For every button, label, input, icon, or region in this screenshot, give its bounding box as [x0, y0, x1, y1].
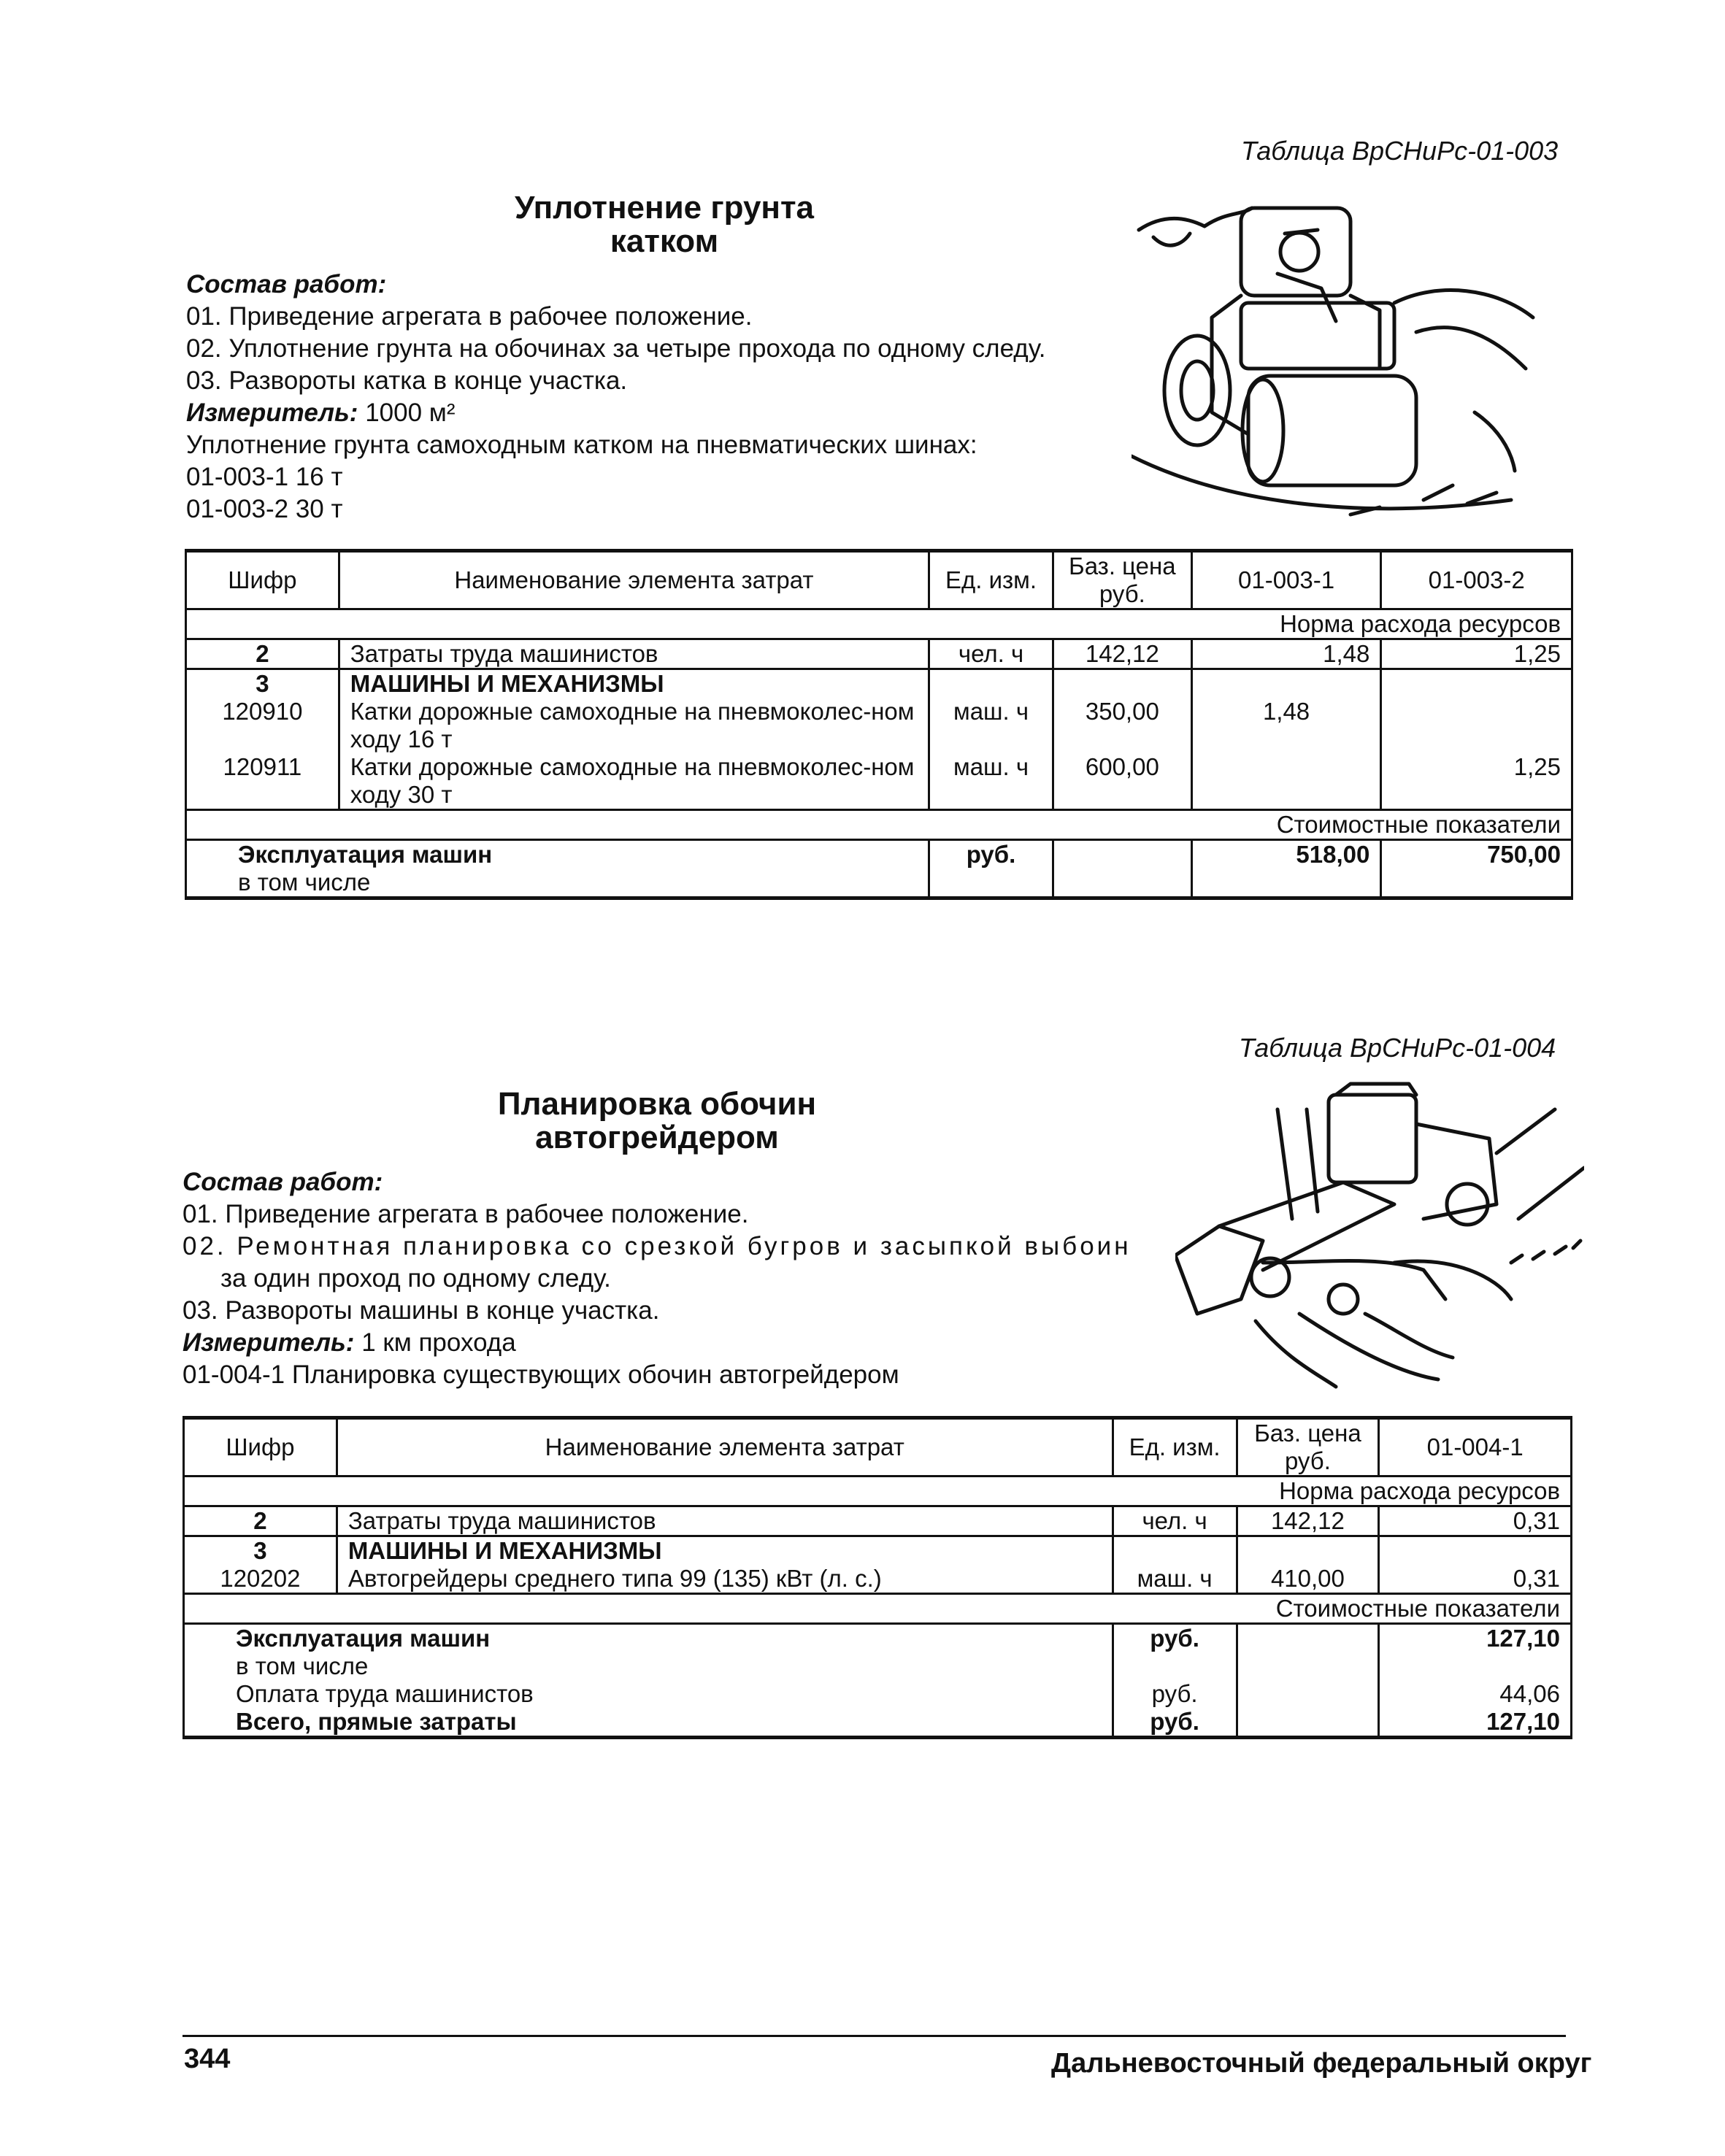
meter-label: Измеритель:	[186, 399, 358, 427]
row-value-1: 1,48	[1191, 639, 1381, 669]
work-description: Уплотнение грунта самоходным катком на пневматических шинах:	[186, 431, 977, 459]
row-code: 120910	[186, 698, 339, 753]
cost-price-empty	[1053, 840, 1191, 869]
cost-name: в том числе	[186, 869, 929, 896]
cost-value-1: 518,00	[1191, 840, 1381, 869]
header-price: Баз. цена руб.	[1053, 551, 1191, 609]
footer-rule	[183, 2035, 1566, 2037]
row-price	[1053, 669, 1191, 698]
row-price	[1237, 1536, 1379, 1566]
work-step: 03. Развороты машины в конце участка.	[183, 1296, 660, 1325]
composition-block-01-004	[183, 1166, 1153, 1391]
cost-name: Всего, прямые затраты	[184, 1708, 1113, 1738]
cost-row	[186, 869, 1572, 896]
cost-price-empty	[1237, 1624, 1379, 1653]
row-price: 350,00	[1053, 698, 1191, 753]
work-step: 03. Развороты катка в конце участка.	[186, 366, 628, 395]
header-col-01-004-1: 01-004-1	[1379, 1418, 1572, 1477]
row-code: 3	[186, 669, 339, 698]
cost-value-2	[1381, 896, 1572, 898]
motor-grader-illustration	[1175, 1080, 1584, 1394]
cost-price-empty	[1237, 1708, 1379, 1738]
work-description: 01-004-1 Планировка существующих обочин автогрейдером	[183, 1360, 899, 1389]
norm-heading: Норма расхода ресурсов	[184, 1477, 1572, 1506]
variant-line: 01-003-1 16 т	[186, 463, 343, 491]
cost-unit	[929, 896, 1053, 898]
table-row	[184, 1565, 1572, 1594]
cost-value-1	[1191, 869, 1381, 896]
row-code: 120202	[184, 1565, 337, 1594]
cost-row	[186, 840, 1572, 869]
row-price: 410,00	[1237, 1565, 1379, 1594]
work-step: 02. Ремонтная планировка со срезкой бугров и засыпкой выбоин	[183, 1232, 1132, 1260]
work-step-continuation: за один проход по одному следу.	[220, 1264, 611, 1293]
meter-line	[183, 1327, 1153, 1359]
work-step: 01. Приведение агрегата в рабочее положение.	[183, 1200, 749, 1228]
cost-name: Оплата труда машинистов	[184, 1680, 1113, 1708]
composition-heading: Состав работ:	[186, 270, 387, 299]
row-unit: маш. ч	[1113, 1565, 1237, 1594]
meter-label: Измеритель:	[183, 1328, 355, 1357]
cost-heading: Стоимостные показатели	[186, 810, 1572, 840]
norm-heading: Норма расхода ресурсов	[186, 609, 1572, 639]
header-col-01-003-2: 01-003-2	[1381, 551, 1572, 609]
cost-value-1: 127,10	[1379, 1624, 1572, 1653]
row-price: 600,00	[1053, 753, 1191, 810]
row-unit: чел. ч	[929, 639, 1053, 669]
cost-price-empty	[1237, 1652, 1379, 1680]
cost-value-1: 44,06	[1379, 1680, 1572, 1708]
row-unit	[1113, 1536, 1237, 1566]
row-price: 142,12	[1053, 639, 1191, 669]
composition-block-01-003	[186, 269, 1208, 525]
title-line-1: Уплотнение грунта	[514, 190, 815, 226]
row-price: 142,12	[1237, 1506, 1379, 1536]
cost-row	[184, 1624, 1572, 1653]
row-value-2: 1,25	[1381, 639, 1572, 669]
cost-row	[184, 1708, 1572, 1738]
row-value-1	[1379, 1536, 1572, 1566]
meter-value: 1 км прохода	[361, 1328, 516, 1357]
row-name: Автогрейдеры среднего типа 99 (135) кВт (л. с.)	[337, 1565, 1113, 1594]
title-line-1: Планировка обочин	[497, 1086, 817, 1122]
cost-value-1	[1379, 1652, 1572, 1680]
header-price: Баз. цена руб.	[1237, 1418, 1379, 1477]
row-value-1	[1191, 753, 1381, 810]
row-code: 120911	[186, 753, 339, 810]
row-value-2	[1381, 669, 1572, 698]
cost-unit: руб.	[1113, 1708, 1237, 1738]
row-code: 2	[186, 639, 339, 669]
row-name: Катки дорожные самоходные на пневмоколес-ном ходу 30 т	[339, 753, 929, 810]
work-step: 01. Приведение агрегата в рабочее положение.	[186, 302, 753, 331]
row-value-2: 1,25	[1381, 753, 1572, 810]
cost-row	[184, 1652, 1572, 1680]
table-label-01-003: Таблица ВрСНиРс-01-003	[1241, 136, 1559, 166]
cost-unit: руб.	[929, 840, 1053, 869]
cost-row	[186, 896, 1572, 898]
cost-value-1: 127,10	[1379, 1708, 1572, 1738]
variant-line: 01-003-2 30 т	[186, 495, 343, 523]
cost-unit	[1113, 1652, 1237, 1680]
row-name: Катки дорожные самоходные на пневмоколес-ном ходу 16 т	[339, 698, 929, 753]
cost-price-empty	[1237, 1680, 1379, 1708]
resource-table-01-003	[185, 549, 1573, 900]
header-code: Шифр	[184, 1418, 337, 1477]
header-code: Шифр	[186, 551, 339, 609]
cost-value-2	[1381, 869, 1572, 896]
table-row	[186, 753, 1572, 810]
table-row	[186, 698, 1572, 753]
cost-name: Эксплуатация машин	[186, 840, 929, 869]
row-unit: маш. ч	[929, 698, 1053, 753]
cost-price-empty	[1053, 869, 1191, 896]
cost-unit	[929, 869, 1053, 896]
row-name: МАШИНЫ И МЕХАНИЗМЫ	[339, 669, 929, 698]
work-step: 02. Уплотнение грунта на обочинах за четыре прохода по одному следу.	[186, 334, 1046, 363]
section-title-01-004	[431, 1087, 883, 1155]
cost-price-empty	[1053, 896, 1191, 898]
composition-heading: Состав работ:	[183, 1168, 383, 1196]
row-name: МАШИНЫ И МЕХАНИЗМЫ	[337, 1536, 1113, 1566]
row-value-1	[1191, 669, 1381, 698]
cost-value-2: 750,00	[1381, 840, 1572, 869]
header-unit: Ед. изм.	[929, 551, 1053, 609]
row-name: Затраты труда машинистов	[339, 639, 929, 669]
row-value-1: 1,48	[1191, 698, 1381, 753]
row-value-2	[1381, 698, 1572, 753]
title-line-2: автогрейдером	[535, 1120, 779, 1156]
row-name: Затраты труда машинистов	[337, 1506, 1113, 1536]
row-value-1: 0,31	[1379, 1506, 1572, 1536]
table-row	[184, 1506, 1572, 1536]
header-col-01-003-1: 01-003-1	[1191, 551, 1381, 609]
table-row	[184, 1536, 1572, 1566]
section-title-01-003	[438, 191, 891, 258]
row-code: 2	[184, 1506, 337, 1536]
header-name: Наименование элемента затрат	[339, 551, 929, 609]
row-value-1: 0,31	[1379, 1565, 1572, 1594]
row-unit: чел. ч	[1113, 1506, 1237, 1536]
header-unit: Ед. изм.	[1113, 1418, 1237, 1477]
cost-row	[184, 1680, 1572, 1708]
table-row	[186, 669, 1572, 698]
cost-name	[186, 896, 929, 898]
footer-region: Дальневосточный федеральный округ	[1051, 2048, 1592, 2079]
title-line-2: катком	[610, 223, 719, 260]
cost-name: Эксплуатация машин	[184, 1624, 1113, 1653]
meter-value: 1000 м²	[365, 399, 456, 427]
resource-table-01-004	[183, 1416, 1572, 1739]
cost-value-1	[1191, 896, 1381, 898]
row-code: 3	[184, 1536, 337, 1566]
cost-unit: руб.	[1113, 1680, 1237, 1708]
cost-unit: руб.	[1113, 1624, 1237, 1653]
page-number: 344	[184, 2044, 231, 2074]
header-name: Наименование элемента затрат	[337, 1418, 1113, 1477]
table-row	[186, 639, 1572, 669]
row-unit	[929, 669, 1053, 698]
table-label-01-004: Таблица ВрСНиРс-01-004	[1239, 1033, 1556, 1063]
row-unit: маш. ч	[929, 753, 1053, 810]
meter-line	[186, 397, 1208, 429]
cost-heading: Стоимостные показатели	[184, 1594, 1572, 1624]
cost-name: в том числе	[184, 1652, 1113, 1680]
